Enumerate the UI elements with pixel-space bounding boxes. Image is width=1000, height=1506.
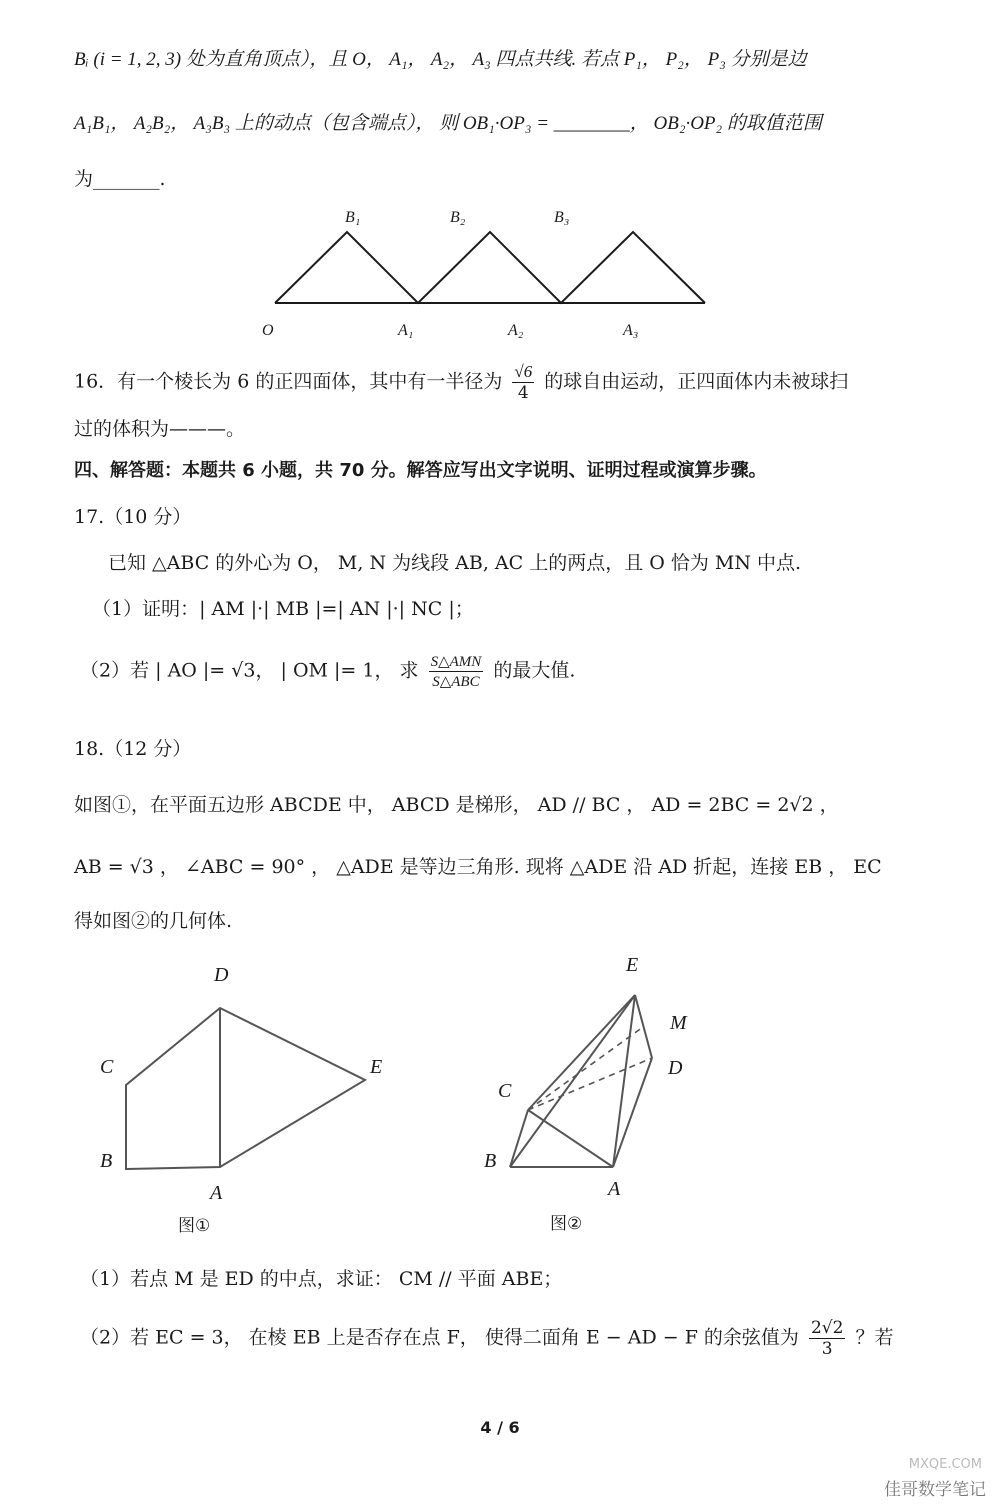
q16-text-after: 的球自由运动，正四面体内未被球扫 <box>544 370 849 393</box>
q17-part-1: （1）证明：| AM |·| MB |=| AN |·| NC |； <box>92 598 474 620</box>
fig2-label-a: A <box>608 1178 621 1200</box>
label-b2: B₂ <box>450 209 466 226</box>
label-a3: A₃ <box>623 322 639 339</box>
label-b1: B₁ <box>345 209 361 226</box>
q18-stem-2: AB = √3 ， ∠ABC = 90° ， △ADE 是等边三角形. 现将 △ADE 沿 AD 折起，连接 EB ， EC <box>74 856 882 878</box>
label-o: O <box>262 322 274 339</box>
fig1-caption: 图① <box>178 1216 211 1236</box>
edge-ad <box>613 1058 652 1167</box>
watermark-site: MXQE.COM <box>908 1457 982 1472</box>
fig2-label-c: C <box>498 1080 512 1102</box>
q15-line-2: A₁B₁， A₂B₂， A₃B₃ 上的动点（包含端点）， 则 OB₁·OP₃ = ________， OB₂·OP₂ 的取值范围 <box>74 113 822 134</box>
q17-frac-num: S△AMN <box>430 654 482 670</box>
section-4-heading: 四、解答题：本题共 6 小题，共 70 分。解答应写出文字说明、证明过程或演算步骤。 <box>74 460 767 481</box>
q18-part2-before: （2）若 EC = 3， 在棱 EB 上是否存在点 F， 使得二面角 E − AD − F 的余弦值为 <box>80 1326 799 1349</box>
fig1-label-c: C <box>100 1056 114 1078</box>
q18-figure-1 <box>90 955 400 1240</box>
fig2-label-e: E <box>626 954 639 976</box>
pentagon-abcde <box>126 1008 365 1169</box>
q18-stem-3: 得如图②的几何体. <box>74 910 233 932</box>
q18-fraction <box>809 1318 845 1359</box>
q16-text-before: 16．有一个棱长为 6 的正四面体，其中有一半径为 <box>74 370 503 393</box>
q17-fraction <box>429 652 484 691</box>
q17-header: 17.（10 分） <box>74 506 192 528</box>
watermark: 佳哥数学笔记 <box>884 1480 986 1500</box>
label-a1: A₁ <box>398 322 414 339</box>
q17-stem: 已知 △ABC 的外心为 O， M, N 为线段 AB, AC 上的两点，且 O 恰为 MN 中点. <box>108 552 802 574</box>
q18-figure-2 <box>480 945 720 1240</box>
q15-line-1: Bᵢ (i = 1, 2, 3) 处为直角顶点），且 O， A₁， A₂， A₃ 四点共线. 若点 P₁， P₂， P₃ 分别是边 <box>74 49 807 70</box>
edge-ec <box>528 995 635 1110</box>
q16-line-1 <box>74 362 848 403</box>
fig2-label-m: M <box>670 1012 687 1034</box>
triangle-outline <box>275 232 705 303</box>
fig1-label-b: B <box>100 1150 113 1172</box>
q18-frac-den: 3 <box>821 1339 833 1359</box>
q15-figure <box>250 200 730 350</box>
edge-ca <box>528 1110 613 1167</box>
q17-part2-before: （2）若 | AO |= √3， | OM |= 1， 求 <box>80 659 419 682</box>
fig2-label-b: B <box>484 1150 497 1172</box>
q18-part-2 <box>80 1318 894 1359</box>
label-a2: A₂ <box>508 322 524 339</box>
q16-line-2: 过的体积为———。 <box>74 418 246 440</box>
q17-part2-after: 的最大值. <box>493 659 576 682</box>
q18-frac-num: 2√2 <box>810 1318 844 1338</box>
page-number: 4 / 6 <box>480 1418 520 1437</box>
fig2-label-d: D <box>668 1057 683 1079</box>
q18-header: 18.（12 分） <box>74 738 192 760</box>
edge-bc <box>510 1110 528 1167</box>
q17-part-2 <box>80 652 575 691</box>
q16-fraction <box>512 362 534 403</box>
fig1-label-e: E <box>370 1056 383 1078</box>
q15-line-3: 为_______. <box>74 168 166 190</box>
fig1-label-a: A <box>210 1182 223 1204</box>
q18-part-1: （1）若点 M 是 ED 的中点，求证： CM // 平面 ABE； <box>80 1268 563 1290</box>
q18-part2-after: ？若 <box>855 1326 894 1349</box>
edge-ed <box>635 995 652 1058</box>
q17-frac-den: S△ABC <box>432 674 480 690</box>
fig1-label-d: D <box>214 964 229 986</box>
q18-stem-1: 如图①，在平面五边形 ABCDE 中， ABCD 是梯形， AD // BC ， AD = 2BC = 2√2 ， <box>74 794 839 816</box>
label-b3: B₃ <box>554 209 570 226</box>
q16-frac-num: √6 <box>514 362 533 381</box>
q16-frac-den: 4 <box>517 383 529 403</box>
dashed-cd <box>528 1058 652 1110</box>
fig2-caption: 图② <box>550 1214 583 1234</box>
